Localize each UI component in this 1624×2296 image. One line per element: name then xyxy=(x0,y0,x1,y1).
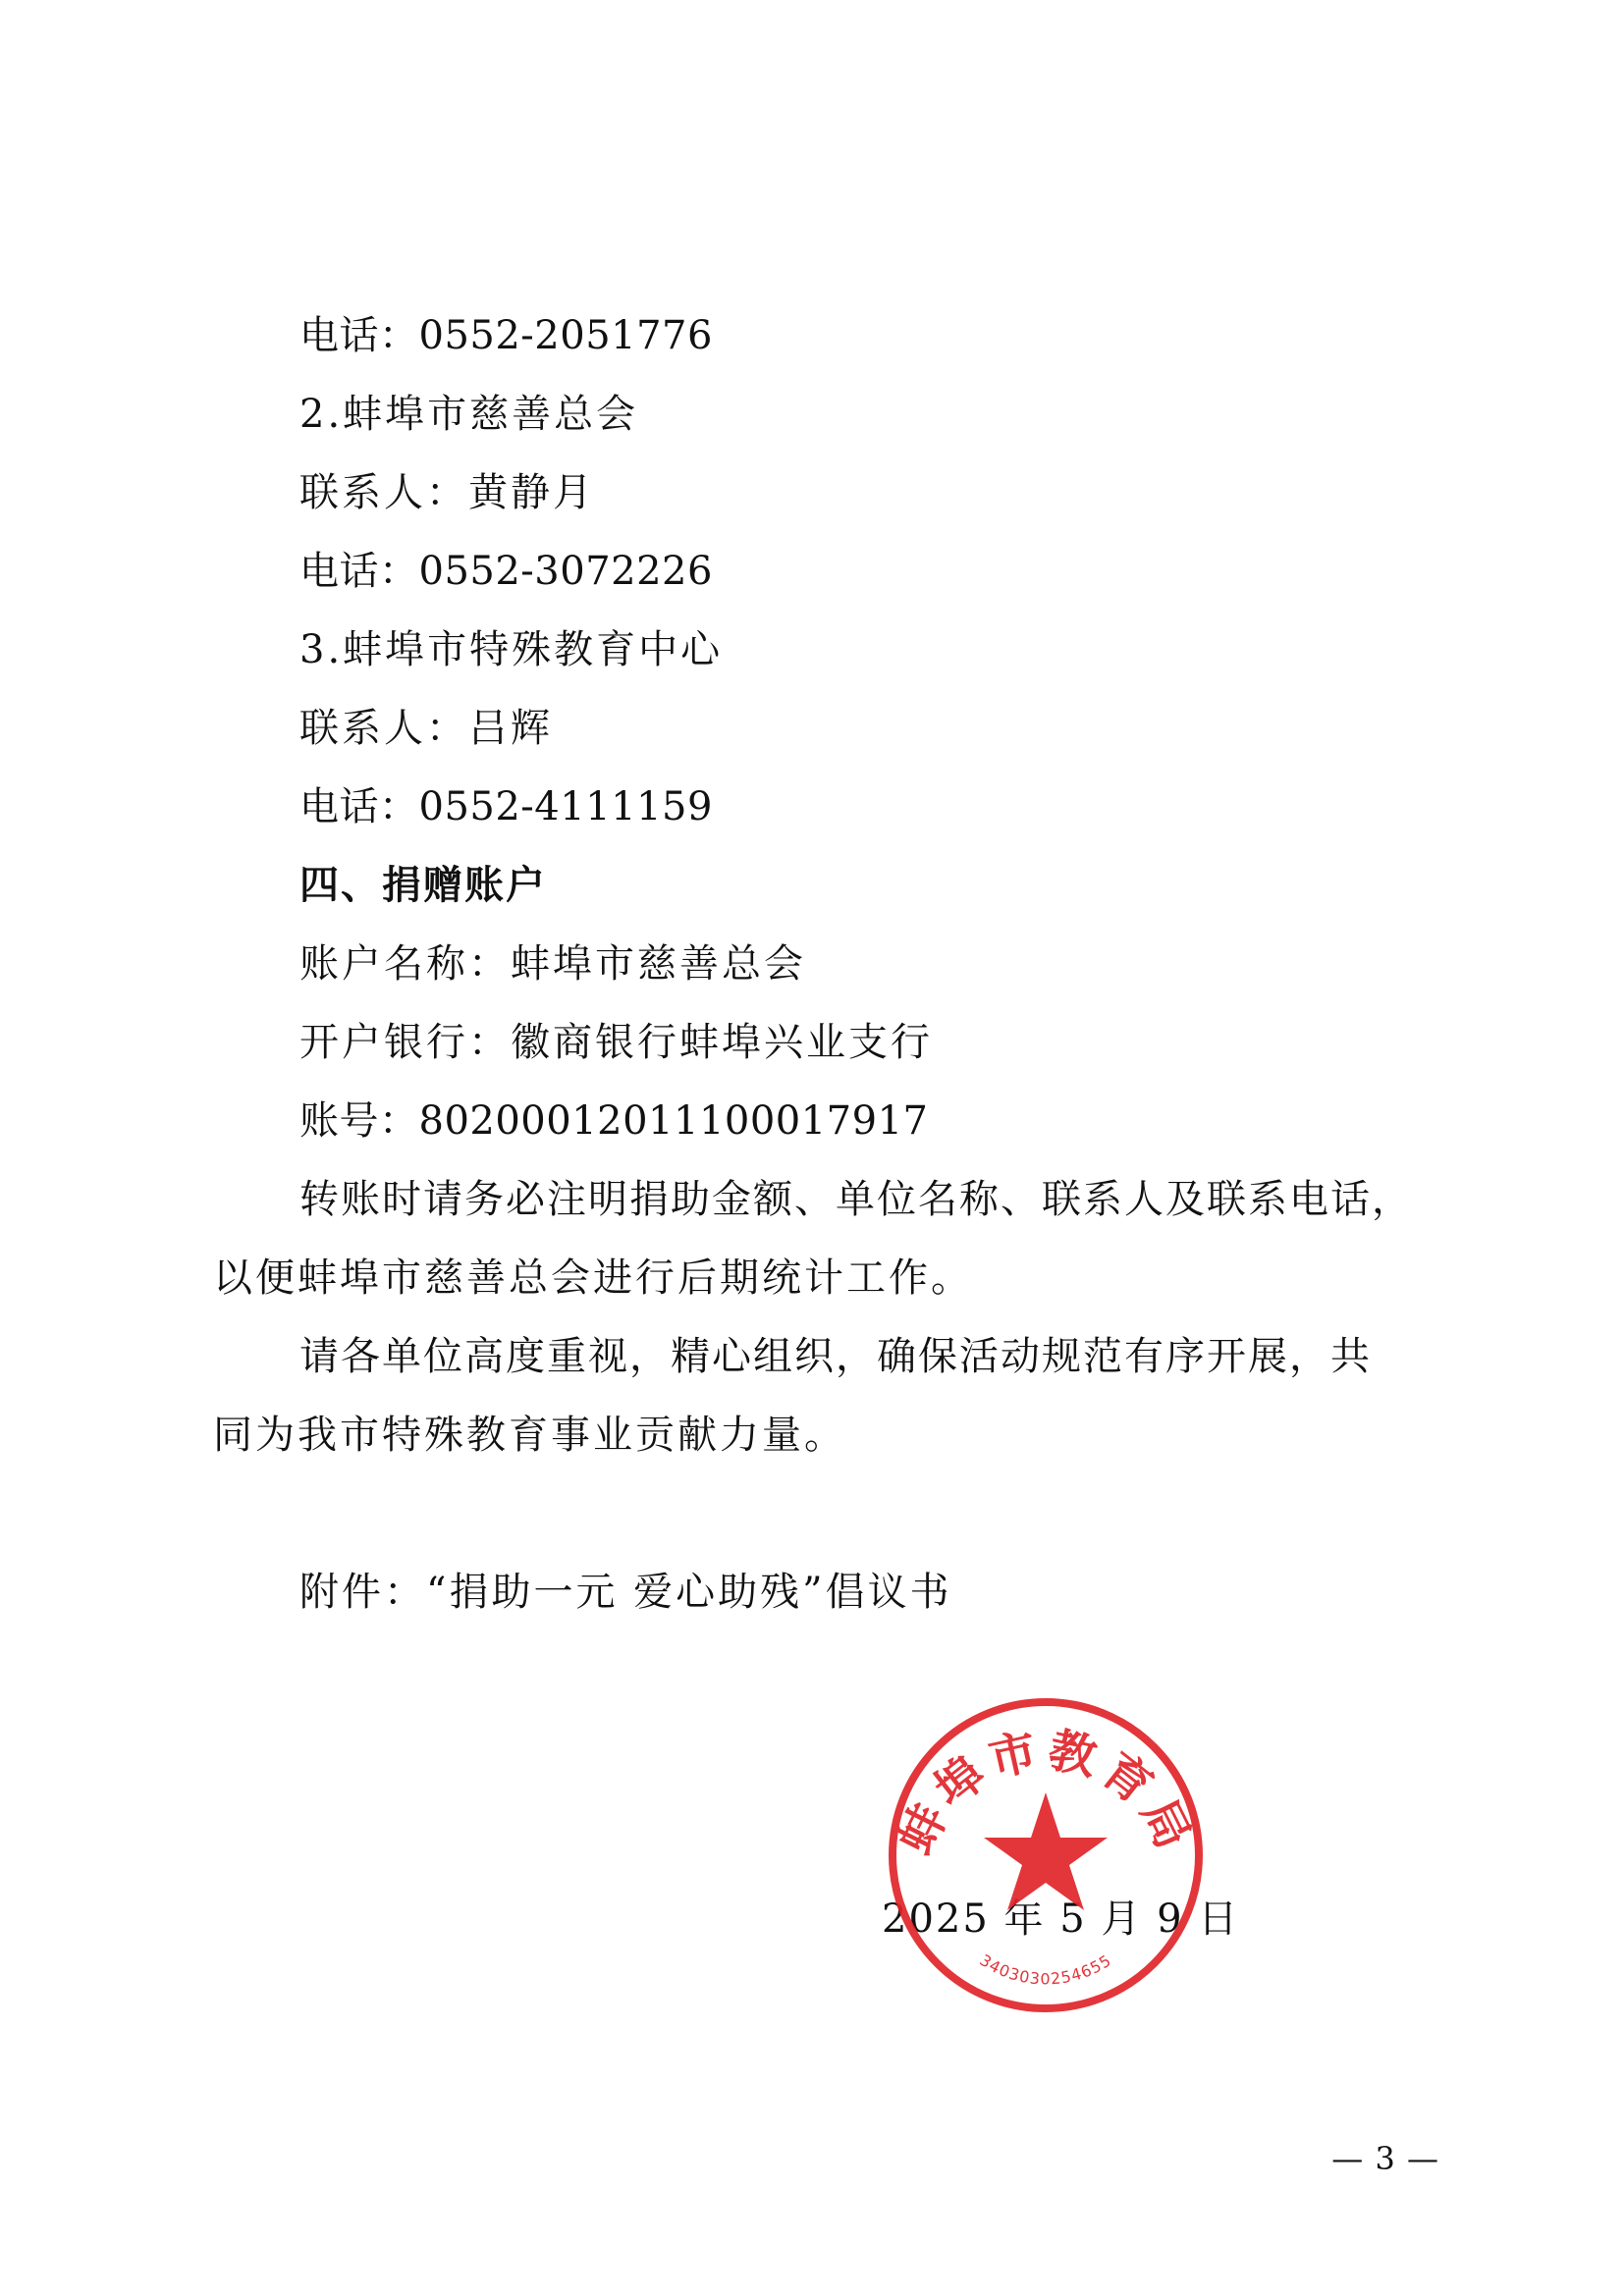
paragraph-2-line-1: 请各单位高度重视，精心组织，确保活动规范有序开展，共 xyxy=(299,1334,1372,1379)
section-heading-donation-account: 四、捐赠账户 xyxy=(299,863,547,908)
svg-text:3403030254655 xyxy=(977,1950,1115,1988)
account-number-line: 账号：80200012011100017917 xyxy=(299,1098,929,1144)
phone-line-1: 电话：0552-2051776 xyxy=(299,313,713,358)
phone-line-3: 电话：0552-4111159 xyxy=(299,784,713,829)
bank-line: 开户银行：徽商银行蚌埠兴业支行 xyxy=(299,1020,933,1065)
official-seal-icon xyxy=(884,1693,1208,2017)
paragraph-1-line-2: 以便蚌埠市慈善总会进行后期统计工作。 xyxy=(213,1255,973,1301)
seal-text: 蚌埠市教育局 xyxy=(888,1722,1204,1863)
account-name-line: 账户名称：蚌埠市慈善总会 xyxy=(299,941,806,987)
paragraph-2-line-2: 同为我市特殊教育事业贡献力量。 xyxy=(213,1413,846,1458)
page-number: — 3 — xyxy=(1331,2140,1439,2177)
seal-star-icon xyxy=(984,1792,1108,1910)
seal-code: 3403030254655 xyxy=(976,1950,1115,1989)
phone-line-2: 电话：0552-3072226 xyxy=(299,549,713,594)
contact-line-3: 联系人：吕辉 xyxy=(299,706,553,751)
attachment-line: 附件：“捐助一元 爱心助残”倡议书 xyxy=(299,1570,952,1615)
contact-line-2: 联系人：黄静月 xyxy=(299,470,595,515)
paragraph-1-line-1: 转账时请务必注明捐助金额、单位名称、联系人及联系电话， xyxy=(299,1177,1413,1222)
issue-date: 2025 年 5 月 9 日 xyxy=(882,1896,1240,1942)
org-line-2: 2.蚌埠市慈善总会 xyxy=(299,392,639,437)
org-line-3: 3.蚌埠市特殊教育中心 xyxy=(299,627,724,672)
